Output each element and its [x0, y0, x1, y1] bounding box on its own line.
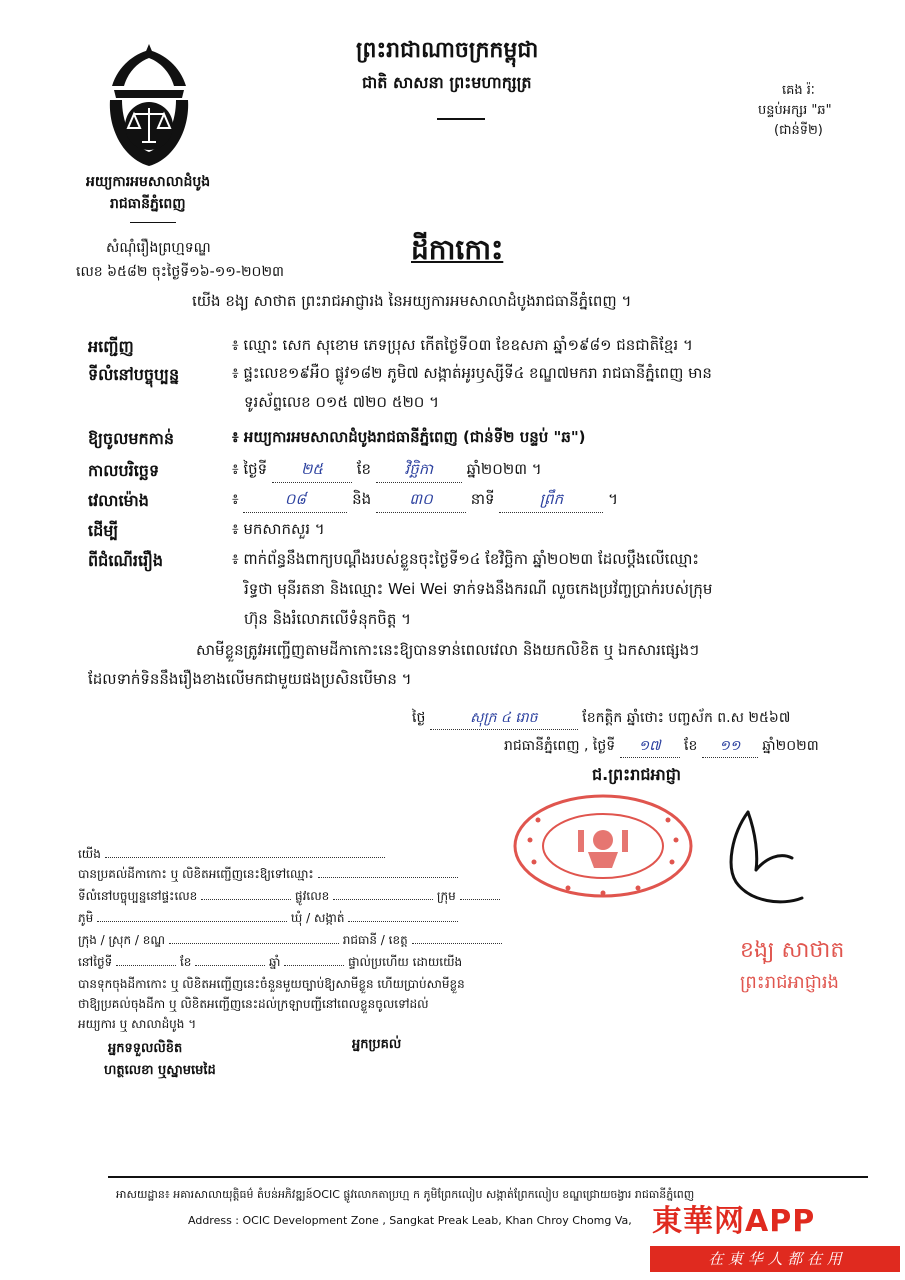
form-in-person: ផ្ទាល់ប្រហើយ ដោយយើង [348, 955, 463, 969]
stamp-name: ខងុ្យ សាថាត [740, 938, 845, 963]
value-date-month-label: ខែ [356, 460, 372, 478]
value-time-prefix: ៖ [232, 490, 239, 508]
value-case-line1: ៖ ពាក់ព័ន្ធនឹងពាក្យបណ្តឹងរបស់ខ្លួនចុះថ្ងៃទី១៤ ខែវិច្ឆិកា ឆ្នាំ២០២៣ ដែលប្តឹងលើឈ្មោះ [232, 550, 700, 568]
form-street-no: ផ្លូវលេខ [294, 889, 330, 903]
form-district-blank [169, 943, 339, 944]
form-province-blank [412, 943, 502, 944]
solar-date-city: រាជធានីភ្នំពេញ , ថ្ងៃទី [504, 738, 616, 754]
form-day: នៅថ្ងៃទី [78, 955, 113, 969]
label-date: កាលបរិច្ឆេទ [88, 461, 160, 480]
watermark-logo [652, 1196, 815, 1240]
stamp-role: ព្រះរាជអាជ្ញារង [740, 972, 839, 993]
solar-date-month-label: ខែ [684, 738, 698, 754]
form-ref-1: គេង រ៉ៈ [782, 83, 815, 98]
label-invite: អញ្ជើញ [88, 337, 134, 356]
value-date-year: ឆ្នាំ២០២៣ ។ [466, 460, 542, 478]
form-group: ក្រុម [436, 889, 456, 903]
lunar-date [412, 708, 790, 730]
value-case-line3: ហ៊ុន និងរំលោភលើទំនុកចិត្ត ។ [244, 610, 412, 628]
form-house-no: ទីលំនៅបច្ចុប្បន្ននៅផ្ទះលេខ [78, 889, 198, 903]
notice-line1: សាមីខ្លួនត្រូវអញ្ជើញតាមដីកាកោះនេះឱ្យបានទាន់ពេលវេលា និងយកលិខិត ឬ ឯកសារផ្សេងៗ [196, 641, 700, 659]
form-year: ឆ្នាំ [269, 955, 281, 969]
handwritten-minute: ៣០ [376, 490, 466, 513]
form-street-blank [333, 899, 433, 900]
court-name-line1: អយ្យការអមសាលាដំបូង [86, 174, 211, 190]
form-name-blank [318, 877, 458, 878]
form-month-blank [195, 965, 265, 966]
court-name-line2: រាជធានីភ្នំពេញ [110, 196, 186, 212]
form-ref-3: (ជាន់ទី២) [774, 123, 823, 138]
form-month: ខែ [179, 955, 192, 969]
lunar-date-tail: ខែកត្តិក ឆ្នាំថោះ បញ្ចស័ក ព.ស ២៥៦៧ [582, 710, 791, 726]
watermark-slogan: 在 東 华 人 都 在 用 [650, 1246, 900, 1272]
official-seal-icon [508, 790, 698, 902]
value-address-phone: ទូរស័ព្ទលេខ ០១៥ ៧២០ ៥២០ ។ [244, 393, 440, 411]
motto-divider [437, 118, 485, 120]
form-district: ក្រុង / ស្រុក / ខណ្ឌ [78, 933, 166, 947]
form-line9: អយ្យការ ឬ សាលាដំបូង ។ [78, 1017, 197, 1031]
label-case: ពីជំណើររឿង [88, 551, 164, 570]
form-line1 [78, 846, 385, 864]
form-province: រាជធានី / ខេត្ត [342, 933, 408, 947]
file-type-label: សំណុំរឿងព្រហ្មទណ្ឌ [106, 240, 211, 256]
notice-line2: ដែលទាក់ទិននឹងរឿងខាងលើមកជាមួយផងប្រសិនបើមាន ។ [88, 670, 412, 688]
form-ref-2: បន្ទប់អក្សរ "ឆ" [758, 103, 832, 118]
form-commune: ឃុំ / សង្កាត់ [290, 911, 345, 925]
signature-icon [716, 798, 806, 918]
form-signature-label: ហត្ថលេខា ឬស្នាមមេដៃ [104, 1063, 216, 1078]
national-motto: ជាតិ សាសនា ព្រះមហាក្សត្រ [362, 73, 532, 92]
document-title: ដីកាកោះ [411, 233, 504, 266]
handwritten-period: ព្រឹក [499, 490, 603, 513]
value-address: ៖ ផ្ទះលេខ១៩អឺ០ ផ្លូវ១៨២ ភូមិ៧ សង្កាត់អូរឫស្សីទី៤ ខណ្ឌ៧មករា រាជធានីភ្នំពេញ មាន [232, 364, 712, 382]
value-time-minute-label: នាទី [470, 490, 495, 508]
value-date-prefix: ៖ ថ្ងៃទី [232, 460, 268, 478]
solar-date-year: ឆ្នាំ២០២៣ [762, 738, 819, 754]
handwritten-solar-month: ១១ [702, 736, 758, 758]
form-house-blank [201, 899, 291, 900]
value-invite: ៖ ឈ្មោះ សេក សុខោម ភេទប្រុស កើតថ្ងៃទី០៣ ខែឧសភា ឆ្នាំ១៩៨១ ជនជាតិខ្មែរ ។ [232, 336, 693, 354]
form-village: ភូមិ [78, 911, 94, 925]
form-line2 [78, 866, 458, 884]
signer-title: ជ.ព្រះរាជអាជ្ញា [592, 765, 681, 784]
form-year-blank [284, 965, 344, 966]
form-day-blank [116, 965, 176, 966]
file-number: លេខ ៦៥៨២ ចុះថ្ងៃទី១៦-១១-២០២៣ [76, 264, 285, 280]
value-time-end: ។ [608, 490, 619, 508]
value-report-to: ៖ អយ្យការអមសាលាដំបូងរាជធានីភ្នំពេញ (ជាន់ទី២ បន្ទប់ "ឆ") [232, 428, 586, 446]
form-line3 [78, 888, 500, 906]
value-time [232, 490, 618, 513]
lunar-date-prefix: ថ្ងៃ [412, 710, 426, 726]
court-emblem-icon [104, 42, 194, 170]
solar-date [504, 736, 819, 758]
footer-divider [108, 1176, 868, 1178]
form-village-blank [97, 921, 287, 922]
label-report-to: ឱ្យចូលមកកាន់ [88, 429, 175, 448]
value-case-line2: រិទ្ធថា មុនីរតនា និងឈ្មោះ Wei Wei ទាក់ទងនឹងករណី លួចកេងប្រវ័ញ្ចប្រាក់របស់ក្រុម [244, 580, 713, 598]
court-divider [130, 222, 176, 223]
form-group-blank [460, 899, 500, 900]
form-line7: បានទុកចុងដីកាកោះ ឬ លិខិតអញ្ជើញនេះចំនួនមួយច្បាប់ឱ្យសាមីខ្លួន ហើយប្រាប់សាមីខ្លួន [78, 977, 465, 991]
handwritten-month: វិច្ឆិកា [376, 460, 462, 483]
handwritten-day: ២៥ [272, 460, 352, 483]
label-time: វេលាម៉ោង [88, 491, 149, 510]
handwritten-solar-day: ១៧ [620, 736, 680, 758]
intro-line: យើង ខងុ្យ សាថាត ព្រះរាជអាជ្ញារង នៃអយ្យការអមសាលាដំបូងរាជធានីភ្នំពេញ ។ [192, 292, 632, 310]
form-commune-blank [348, 921, 458, 922]
form-delivered-to: បានប្រគល់ដីកាកោះ ឬ លិខិតអញ្ជើញនេះឱ្យទៅឈ្មោះ [78, 867, 314, 881]
value-purpose: ៖ មកសាកសួរ ។ [232, 520, 325, 538]
form-deliverer-label: អ្នកប្រគល់ [352, 1037, 402, 1052]
kingdom-title: ព្រះរាជាណាចក្រកម្ពុជា [356, 38, 539, 63]
handwritten-hour: ០៨ [243, 490, 347, 513]
watermark-app: APP [745, 1204, 816, 1239]
label-address: ទីលំនៅបច្ចុប្បន្ន [88, 365, 180, 384]
form-we-blank [105, 857, 385, 858]
form-line5 [78, 932, 502, 950]
form-receiver-label: អ្នកទទួលលិខិត [108, 1041, 183, 1056]
footer-address-en: Address : OCIC Development Zone , Sangkat Preak Leab, Khan Chroy Chomg Va, [188, 1214, 632, 1227]
watermark-logo-text: 東華网 [652, 1204, 745, 1239]
value-time-and: និង [352, 490, 372, 508]
form-line4 [78, 910, 458, 928]
value-date [232, 460, 542, 483]
handwritten-lunar-day: សុក្រ ៤ រោច [430, 708, 578, 730]
form-line8: ថាឱ្យប្រគល់ចុងដីកា ឬ លិខិតអញ្ជើញនេះដល់ក្រឡាបញ្ជីនៅពេលខ្លួនចូលទៅដល់ [78, 997, 429, 1011]
footer-address-km: អាសយដ្ឋាន៖ អគារសាលាយុត្តិធម៌ តំបន់អភិវឌ្ឍន៍OCIC ផ្លូវលោកតាប្រហ្ម ក ភូមិព្រែកលៀប សង្កាត់ព្រែកលៀប ខណ្ឌជ្រោយចង្វារ រាជធានីភ្នំពេញ [116, 1188, 695, 1201]
form-line6 [78, 954, 462, 972]
label-purpose: ដើម្បី [88, 521, 119, 540]
form-we: យើង [78, 847, 101, 861]
